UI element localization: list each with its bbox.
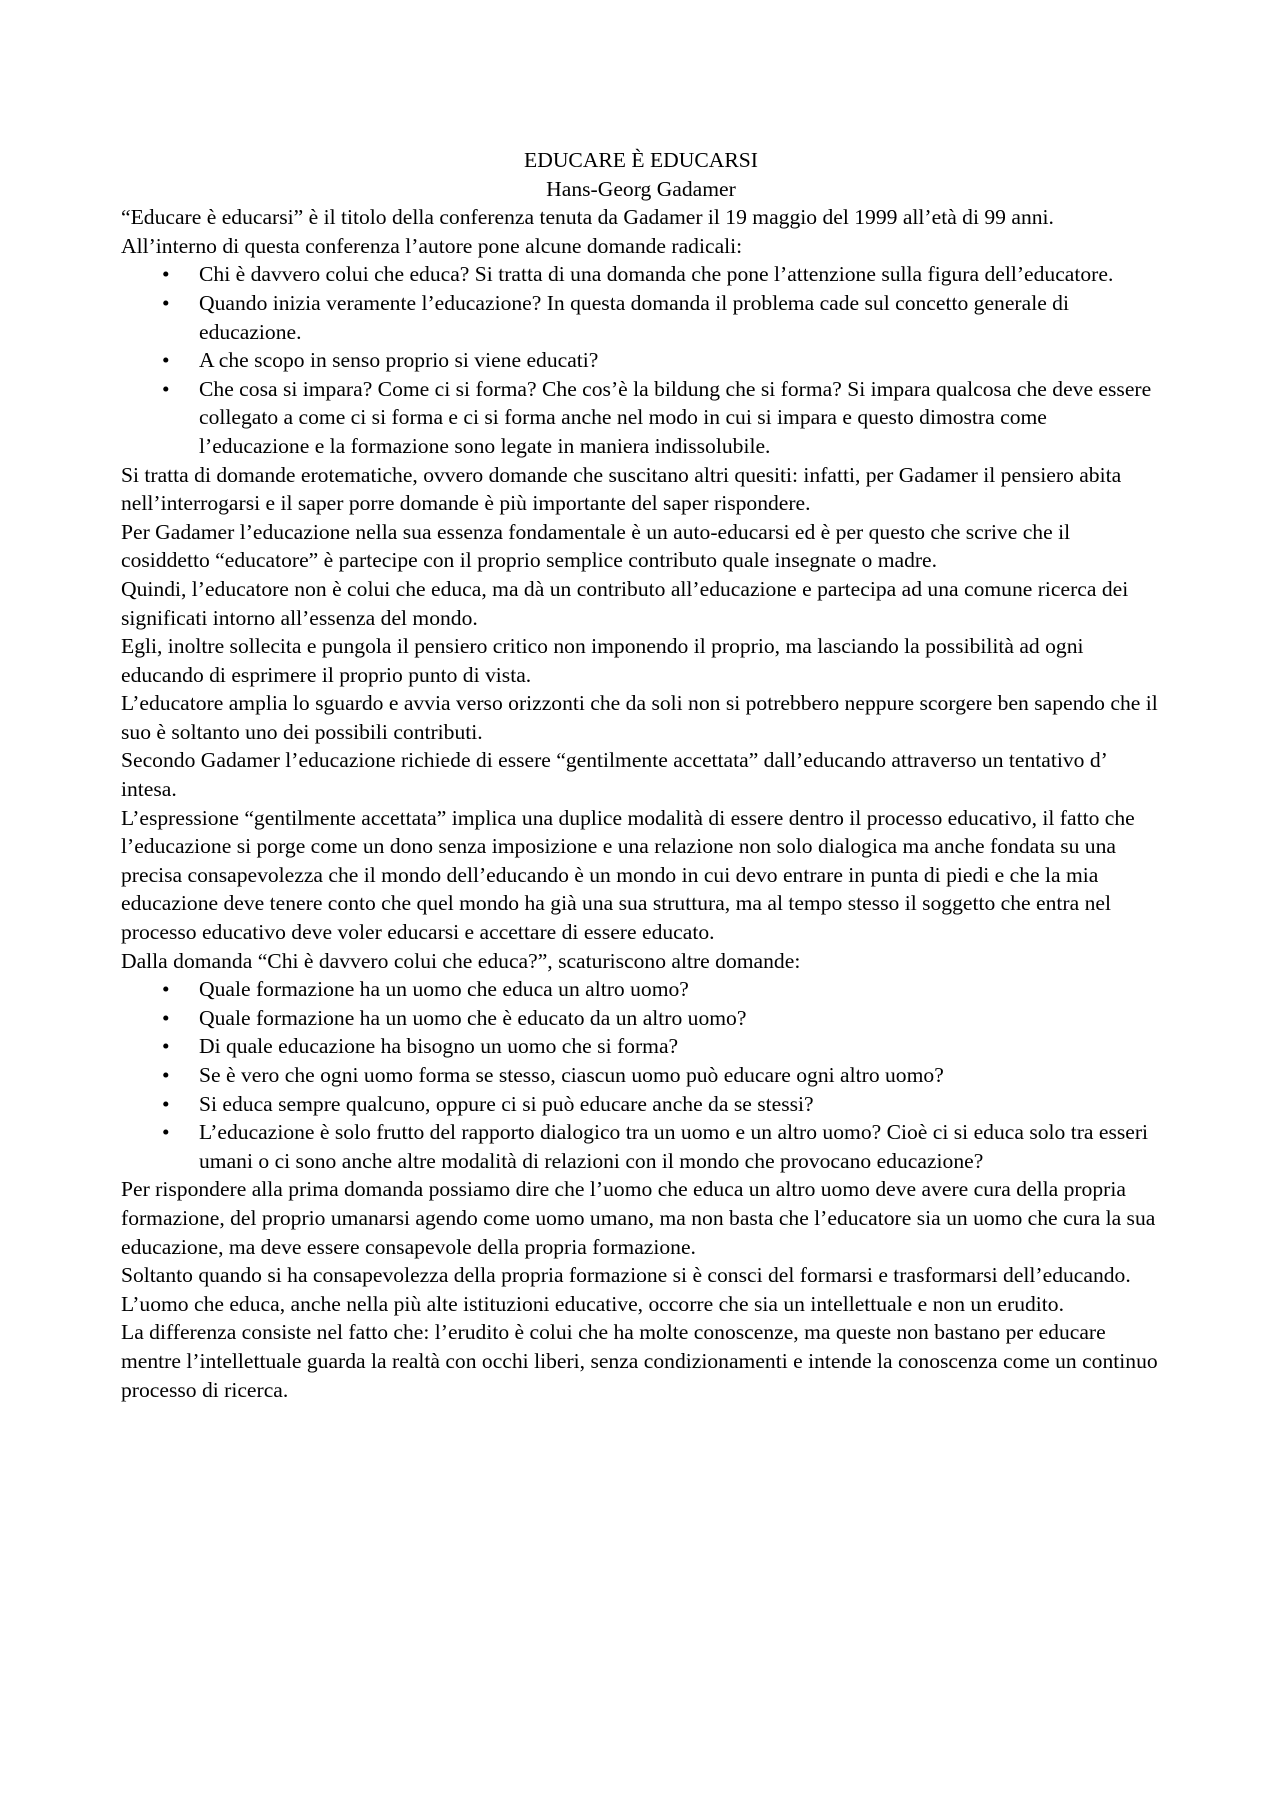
list-item — [121, 260, 1161, 289]
list-item — [121, 975, 1161, 1004]
list-item — [121, 1090, 1161, 1119]
body-paragraph: Quindi, l’educatore non è colui che educa, ma dà un contributo all’educazione e partecipa ad una comune ricerca dei significati intorno all’essenza del mondo. — [121, 576, 1129, 630]
list-item-text: L’educazione è solo frutto del rapporto dialogico tra un uomo e un altro uomo? Cioè ci si educa solo tra esseri umani o ci sono anche altre modalità di relazioni con il mondo che provocano educazione? — [199, 1120, 1149, 1173]
list-item — [121, 1118, 1161, 1175]
list-item — [121, 1004, 1161, 1033]
body-paragraph: Soltanto quando si ha consapevolezza della propria formazione si è consci del formarsi e trasformarsi dell’educando. — [121, 1263, 1131, 1288]
body-paragraph: Dalla domanda “Chi è davvero colui che educa?”, scaturiscono altre domande: — [121, 948, 801, 973]
body-paragraph: Si tratta di domande erotematiche, ovvero domande che suscitano altri quesiti: infatti, per Gadamer il pensiero abita nell’interrogarsi e il saper porre domande è più importante del saper rispondere. — [121, 462, 1122, 516]
bullet-icon: • — [162, 1034, 170, 1059]
list-item — [121, 1032, 1161, 1061]
intro-paragraph: All’interno di questa conferenza l’autore pone alcune domande radicali: — [121, 233, 743, 258]
bullet-icon: • — [162, 376, 170, 401]
body-paragraph: Per Gadamer l’educazione nella sua essenza fondamentale è un auto-educarsi ed è per questo che scrive che il cosiddetto “educatore” è partecipe con il proprio semplice contributo quale insegnate o madre. — [121, 519, 1071, 573]
list-item-text: Si educa sempre qualcuno, oppure ci si può educare anche da se stessi? — [199, 1091, 814, 1116]
bullet-icon: • — [162, 1063, 170, 1087]
list-item-text: Che cosa si impara? Come ci si forma? Che cos’è la bildung che si forma? Si impara qualcosa che deve essere collegato a come ci si forma e ci si forma anche nel modo in cui si impara e questo dimostra come l’educazione e la formazione sono legate in maniera indissolubile. — [199, 376, 1152, 458]
list-item-text: Chi è davvero colui che educa? Si tratta di una domanda che pone l’attenzione sulla figura dell’educatore. — [199, 262, 1114, 287]
question-list-2 — [121, 975, 1161, 1175]
bullet-icon: • — [162, 262, 170, 287]
document-title: EDUCARE È EDUCARSI — [524, 148, 758, 172]
bullet-icon: • — [162, 1120, 170, 1145]
list-item-text: A che scopo in senso proprio si viene educati? — [199, 348, 599, 373]
body-paragraph: Egli, inoltre sollecita e pungola il pensiero critico non imponendo il proprio, ma lasciando la possibilità ad ogni educando di esprimere il proprio punto di vista. — [121, 634, 1084, 687]
list-item-text: Se è vero che ogni uomo forma se stesso, ciascun uomo può educare ogni altro uomo? — [199, 1063, 944, 1087]
bullet-icon: • — [162, 348, 170, 373]
body-paragraph: L’uomo che educa, anche nella più alte istituzioni educative, occorre che sia un intellettuale e non un erudito. — [121, 1291, 1064, 1316]
body-paragraph: L’espressione “gentilmente accettata” implica una duplice modalità di essere dentro il processo educativo, il fatto che l’educazione si porge come un dono senza imposizione e una relazione non solo dialogica ma anche fondata su una precisa consapevolezza che il mondo dell’educando è un mondo in cui devo entrare in punta di piedi e che la mia educazione deve tenere conto che quel mondo ha già una sua struttura, ma al tempo stesso il soggetto che entra nel processo educativo deve voler educarsi e accettare di essere educato. — [121, 805, 1135, 945]
body-paragraph: Per rispondere alla prima domanda possiamo dire che l’uomo che educa un altro uomo deve avere cura della propria formazione, del proprio umanarsi agendo come uomo umano, ma non basta che l’educatore sia un uomo che cura la sua educazione, ma deve essere consapevole della propria formazione. — [121, 1177, 1156, 1259]
body-paragraph: La differenza consiste nel fatto che: l’erudito è colui che ha molte conoscenze, ma queste non bastano per educare mentre l’intellettuale guarda la realtà con occhi liberi, senza condizionamenti e intende la conoscenza come un continuo processo di ricerca. — [121, 1320, 1158, 1402]
list-item — [121, 375, 1161, 461]
list-item — [121, 289, 1161, 346]
document-page — [121, 146, 1161, 1404]
list-item-text: Quando inizia veramente l’educazione? In questa domanda il problema cade sul concetto generale di educazione. — [199, 290, 1069, 344]
body-paragraph: Secondo Gadamer l’educazione richiede di essere “gentilmente accettata” dall’educando attraverso un tentativo d’ intesa. — [121, 748, 1107, 802]
bullet-icon: • — [162, 1005, 170, 1030]
intro-paragraph: “Educare è educarsi” è il titolo della conferenza tenuta da Gadamer il 19 maggio del 1999 all’età di 99 anni. — [121, 205, 1054, 230]
bullet-icon: • — [162, 1091, 170, 1116]
list-item — [121, 1061, 1161, 1090]
question-list-1 — [121, 260, 1161, 460]
body-paragraph: L’educatore amplia lo sguardo e avvia verso orizzonti che da soli non si potrebbero neppure scorgere ben sapendo che il suo è soltanto uno dei possibili contributi. — [121, 691, 1158, 744]
list-item — [121, 346, 1161, 375]
list-item-text: Di quale educazione ha bisogno un uomo che si forma? — [199, 1034, 679, 1059]
list-item-text: Quale formazione ha un uomo che è educato da un altro uomo? — [199, 1005, 747, 1030]
bullet-icon: • — [162, 977, 170, 1002]
document-author: Hans-Georg Gadamer — [546, 176, 736, 201]
bullet-icon: • — [162, 290, 170, 315]
list-item-text: Quale formazione ha un uomo che educa un altro uomo? — [199, 977, 689, 1002]
